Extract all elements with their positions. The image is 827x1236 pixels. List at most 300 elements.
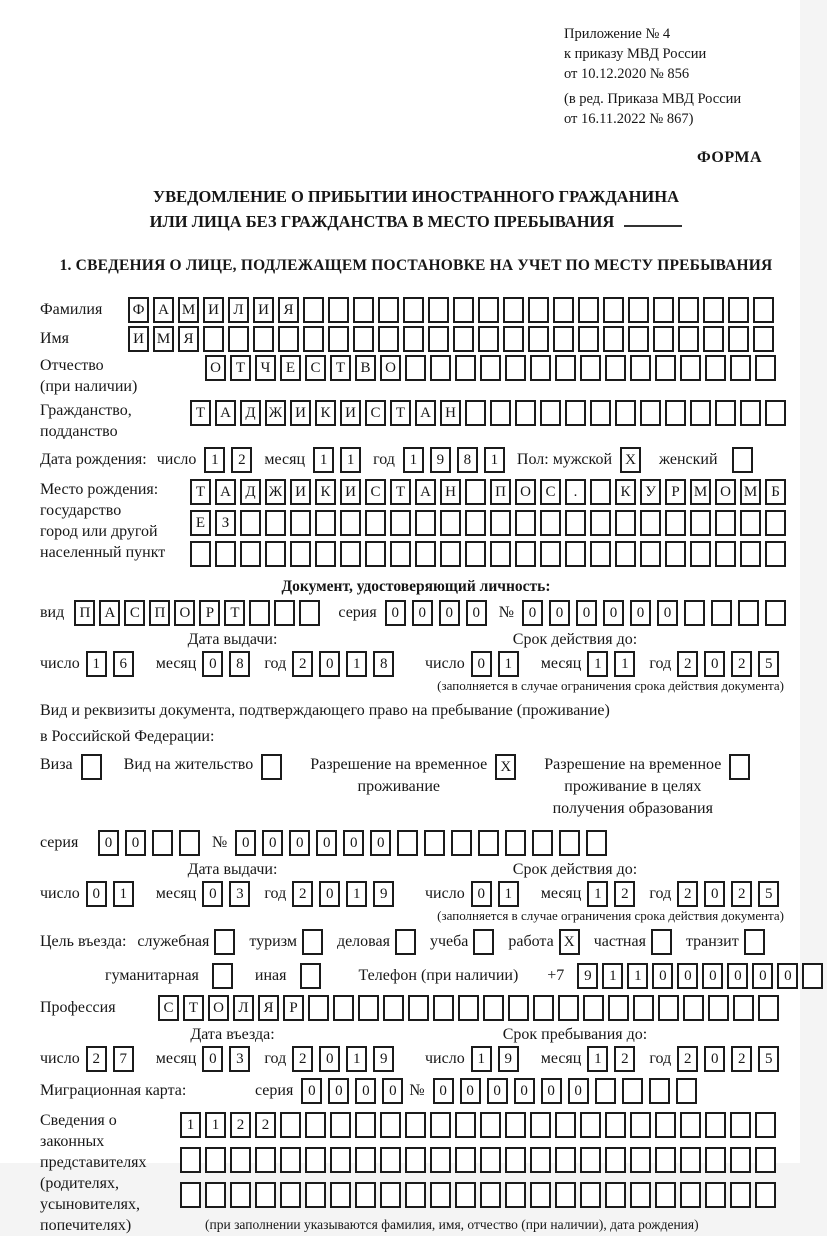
migration-number-label: № <box>409 1081 425 1099</box>
birth-place-row-2 <box>190 510 790 536</box>
char-box <box>303 326 324 352</box>
char-box: И <box>340 479 361 505</box>
char-box: 0 <box>471 651 492 677</box>
char-box: 2 <box>614 881 635 907</box>
char-box <box>732 447 753 473</box>
char-box <box>503 326 524 352</box>
birth-day-boxes <box>204 447 258 473</box>
birth-place-label-line: населенный пункт <box>40 543 166 561</box>
char-box: 5 <box>758 881 779 907</box>
birth-place-row-3 <box>190 541 790 567</box>
char-box: 1 <box>340 447 361 473</box>
char-box <box>455 1112 476 1138</box>
char-box: 1 <box>498 881 519 907</box>
char-box: 0 <box>319 1046 340 1072</box>
char-box <box>508 995 529 1021</box>
char-box: Е <box>280 355 301 381</box>
char-box: 8 <box>229 651 250 677</box>
char-box <box>308 995 329 1021</box>
char-box: Т <box>330 355 351 381</box>
char-box <box>180 1147 201 1173</box>
permit-valid-year-boxes <box>677 881 785 907</box>
char-box <box>478 297 499 323</box>
char-box <box>453 297 474 323</box>
char-box: 0 <box>355 1078 376 1104</box>
day-label: число <box>425 884 465 902</box>
month-label: месяц <box>155 1049 197 1067</box>
char-box <box>530 1112 551 1138</box>
char-box: А <box>99 600 120 626</box>
char-box <box>228 326 249 352</box>
representatives-row-3 <box>180 1182 780 1208</box>
option-residence-permit-checkbox <box>261 754 286 780</box>
char-box <box>630 355 651 381</box>
char-box <box>615 541 636 567</box>
option-residence-permit <box>124 754 287 820</box>
char-box <box>428 326 449 352</box>
char-box <box>753 297 774 323</box>
day-label: число <box>425 654 465 672</box>
char-box: 0 <box>652 963 673 989</box>
char-box: 1 <box>346 651 367 677</box>
char-box <box>540 400 561 426</box>
option-residence-permit-label: Вид на жительство <box>123 755 254 773</box>
surname-label: Фамилия <box>40 300 103 318</box>
blank-underline <box>624 211 682 227</box>
char-box: 5 <box>758 1046 779 1072</box>
char-box: 1 <box>86 651 107 677</box>
char-box: 1 <box>627 963 648 989</box>
option-temp-residence-checkbox <box>495 754 520 780</box>
doc-issue-heading: Дата выдачи: <box>187 630 278 648</box>
representatives-note: (при заполнении указываются фамилия, имя, отчество (при наличии), дата рождения) <box>205 1216 699 1232</box>
char-box: 0 <box>125 830 146 856</box>
char-box <box>615 400 636 426</box>
purpose-label: Цель въезда: <box>40 932 127 950</box>
char-box <box>152 830 173 856</box>
char-box <box>680 1147 701 1173</box>
year-label: год <box>649 654 672 672</box>
purpose-private-label: частная <box>593 932 646 950</box>
permit-number-boxes <box>235 830 613 856</box>
char-box: 0 <box>630 600 651 626</box>
char-box <box>265 510 286 536</box>
char-box: 1 <box>403 447 424 473</box>
char-box: 0 <box>522 600 543 626</box>
char-box: Т <box>230 355 251 381</box>
char-box <box>630 1112 651 1138</box>
char-box <box>680 355 701 381</box>
char-box <box>380 1147 401 1173</box>
revision-line: (в ред. Приказа МВД России <box>564 91 742 107</box>
char-box <box>280 1182 301 1208</box>
char-box <box>380 1112 401 1138</box>
char-box <box>480 355 501 381</box>
char-box: 0 <box>702 963 723 989</box>
char-box: Т <box>390 479 411 505</box>
char-box <box>605 1147 626 1173</box>
char-box <box>458 995 479 1021</box>
char-box: 0 <box>549 600 570 626</box>
char-box <box>330 1182 351 1208</box>
citizenship-label-line: подданство <box>40 422 118 440</box>
char-box <box>430 1182 451 1208</box>
char-box <box>622 1078 643 1104</box>
char-box: 5 <box>758 651 779 677</box>
char-box: 0 <box>202 1046 223 1072</box>
char-box <box>405 1147 426 1173</box>
char-box <box>205 1182 226 1208</box>
char-box <box>565 510 586 536</box>
char-box <box>483 995 504 1021</box>
char-box <box>478 326 499 352</box>
char-box <box>255 1147 276 1173</box>
char-box: З <box>215 510 236 536</box>
char-box <box>179 830 200 856</box>
permit-valid-month-boxes <box>587 881 641 907</box>
char-box <box>455 355 476 381</box>
profession-boxes <box>158 995 783 1021</box>
char-box: 2 <box>731 1046 752 1072</box>
char-box <box>555 1182 576 1208</box>
day-label: число <box>425 1049 465 1067</box>
year-label: год <box>264 654 287 672</box>
representatives-label-line: законных <box>40 1132 105 1150</box>
permit-valid-date <box>425 881 793 907</box>
char-box <box>290 541 311 567</box>
char-box <box>580 1182 601 1208</box>
char-box: Н <box>440 400 461 426</box>
doc-valid-date <box>425 651 793 677</box>
char-box <box>640 400 661 426</box>
char-box <box>261 754 282 780</box>
char-box <box>630 1147 651 1173</box>
char-box <box>603 297 624 323</box>
char-box <box>299 600 320 626</box>
char-box: 0 <box>704 881 725 907</box>
char-box <box>711 600 732 626</box>
char-box: 2 <box>614 1046 635 1072</box>
stay-until-month-boxes <box>587 1046 641 1072</box>
char-box <box>240 510 261 536</box>
char-box <box>765 400 786 426</box>
citizenship-boxes <box>190 400 790 426</box>
char-box <box>240 541 261 567</box>
char-box <box>253 326 274 352</box>
char-box: О <box>515 479 536 505</box>
option-temp-residence-label <box>310 754 487 798</box>
char-box: 0 <box>704 1046 725 1072</box>
char-box <box>728 297 749 323</box>
char-box <box>190 541 211 567</box>
char-box: К <box>615 479 636 505</box>
char-box <box>730 1182 751 1208</box>
char-box <box>658 995 679 1021</box>
char-box <box>515 541 536 567</box>
char-box: 0 <box>657 600 678 626</box>
profession-label: Профессия <box>40 998 116 1016</box>
char-box <box>530 355 551 381</box>
purpose-private-checkbox <box>651 929 676 955</box>
char-box <box>473 929 494 955</box>
char-box <box>595 1078 616 1104</box>
char-box <box>278 326 299 352</box>
char-box <box>440 510 461 536</box>
char-box <box>655 1112 676 1138</box>
char-box: 1 <box>602 963 623 989</box>
char-box <box>215 541 236 567</box>
char-box: 0 <box>487 1078 508 1104</box>
char-box <box>302 929 323 955</box>
phone-prefix: +7 <box>547 966 565 984</box>
char-box <box>428 297 449 323</box>
char-box <box>303 297 324 323</box>
char-box <box>430 1147 451 1173</box>
doc-valid-note: (заполняется в случае ограничения срока действия документа) <box>437 677 784 693</box>
char-box <box>605 355 626 381</box>
char-box: 0 <box>541 1078 562 1104</box>
char-box: Т <box>190 479 211 505</box>
char-box: 1 <box>180 1112 201 1138</box>
char-box: 0 <box>319 651 340 677</box>
year-label: год <box>264 1049 287 1067</box>
char-box <box>378 297 399 323</box>
char-box <box>530 1147 551 1173</box>
char-box: 1 <box>484 447 505 473</box>
char-box <box>455 1182 476 1208</box>
permit-valid-heading: Срок действия до: <box>512 860 638 878</box>
char-box: Ж <box>265 400 286 426</box>
char-box: X <box>620 447 641 473</box>
patronymic-label-line: Отчество <box>40 356 104 374</box>
char-box <box>203 326 224 352</box>
char-box <box>430 355 451 381</box>
char-box: 0 <box>568 1078 589 1104</box>
day-label: число <box>156 450 197 468</box>
char-box <box>465 541 486 567</box>
char-box: 0 <box>382 1078 403 1104</box>
char-box <box>383 995 404 1021</box>
purpose-transit-checkbox <box>744 929 769 955</box>
char-box: Т <box>183 995 204 1021</box>
char-box <box>330 1112 351 1138</box>
char-box: 0 <box>235 830 256 856</box>
char-box <box>358 995 379 1021</box>
option-temp-residence-education-checkbox <box>729 754 754 780</box>
char-box <box>305 1147 326 1173</box>
char-box <box>765 600 786 626</box>
char-box: 1 <box>587 1046 608 1072</box>
char-box <box>532 830 553 856</box>
char-box: Т <box>190 400 211 426</box>
permit-series-boxes <box>98 830 206 856</box>
char-box: 1 <box>205 1112 226 1138</box>
doc-number-label: № <box>498 603 514 621</box>
char-box: И <box>128 326 149 352</box>
surname-boxes <box>128 297 778 323</box>
char-box <box>705 355 726 381</box>
entry-month-boxes <box>202 1046 256 1072</box>
char-box <box>730 1112 751 1138</box>
char-box <box>230 1147 251 1173</box>
migration-number-boxes <box>433 1078 703 1104</box>
migration-series-label: серия <box>255 1081 294 1099</box>
char-box <box>355 1112 376 1138</box>
birth-year-boxes <box>403 447 511 473</box>
char-box <box>690 510 711 536</box>
char-box <box>578 297 599 323</box>
char-box <box>590 479 611 505</box>
char-box <box>580 1112 601 1138</box>
birth-place-label-line: государство <box>40 501 122 519</box>
char-box <box>395 929 416 955</box>
char-box <box>390 541 411 567</box>
char-box <box>490 400 511 426</box>
residence-intro-1: Вид и реквизиты документа, подтверждающего право на пребывание (проживание) <box>40 701 610 719</box>
char-box: С <box>124 600 145 626</box>
char-box <box>678 326 699 352</box>
permit-valid-note: (заполняется в случае ограничения срока действия документа) <box>437 907 784 923</box>
char-box <box>738 600 759 626</box>
char-box <box>515 400 536 426</box>
char-box: 2 <box>292 881 313 907</box>
char-box <box>365 510 386 536</box>
identity-doc-heading: Документ, удостоверяющий личность: <box>281 577 551 595</box>
char-box <box>453 326 474 352</box>
month-label: месяц <box>155 654 197 672</box>
char-box <box>274 600 295 626</box>
char-box: 1 <box>587 881 608 907</box>
char-box: 0 <box>202 651 223 677</box>
char-box <box>580 355 601 381</box>
char-box <box>455 1147 476 1173</box>
char-box <box>528 297 549 323</box>
char-box: Ж <box>265 479 286 505</box>
char-box: 0 <box>752 963 773 989</box>
migration-card-label: Миграционная карта: <box>40 1081 187 1099</box>
birth-place-row-1 <box>190 479 790 505</box>
char-box: Е <box>190 510 211 536</box>
sex-male-checkbox <box>620 447 645 473</box>
residence-intro-2: в Российской Федерации: <box>40 727 215 745</box>
stay-until-heading: Срок пребывания до: <box>502 1025 648 1043</box>
char-box <box>590 400 611 426</box>
char-box: 7 <box>113 1046 134 1072</box>
char-box: 0 <box>385 600 406 626</box>
char-box <box>403 297 424 323</box>
char-box <box>333 995 354 1021</box>
purpose-official-checkbox <box>214 929 239 955</box>
char-box <box>503 297 524 323</box>
char-box <box>753 326 774 352</box>
purpose-other-checkbox <box>300 963 325 989</box>
char-box <box>315 541 336 567</box>
name-boxes <box>128 326 778 352</box>
option-temp-residence-education <box>544 754 754 820</box>
char-box <box>680 1182 701 1208</box>
char-box <box>755 355 776 381</box>
char-box: Т <box>390 400 411 426</box>
title-line-1: УВЕДОМЛЕНИЕ О ПРИБЫТИИ ИНОСТРАННОГО ГРАЖДАНИНА <box>152 187 680 206</box>
option-label-line: Разрешение на временное <box>310 755 488 773</box>
permit-number-label: № <box>212 833 228 851</box>
char-box: 0 <box>319 881 340 907</box>
option-label-line: получения образования <box>552 799 713 817</box>
char-box: А <box>215 479 236 505</box>
char-box <box>440 541 461 567</box>
char-box: М <box>153 326 174 352</box>
char-box <box>265 541 286 567</box>
char-box <box>765 510 786 536</box>
purpose-humanitarian-checkbox <box>212 963 237 989</box>
char-box: 1 <box>346 881 367 907</box>
month-label: месяц <box>155 884 197 902</box>
char-box <box>755 1112 776 1138</box>
char-box: 0 <box>460 1078 481 1104</box>
char-box <box>408 995 429 1021</box>
char-box: Т <box>224 600 245 626</box>
char-box <box>315 510 336 536</box>
doc-series-boxes <box>385 600 493 626</box>
purpose-official-label: служебная <box>137 932 210 950</box>
char-box: И <box>290 400 311 426</box>
char-box: 0 <box>301 1078 322 1104</box>
doc-valid-day-boxes <box>471 651 525 677</box>
char-box <box>715 541 736 567</box>
purpose-business-checkbox <box>395 929 420 955</box>
char-box <box>465 400 486 426</box>
char-box <box>703 297 724 323</box>
char-box: 0 <box>677 963 698 989</box>
char-box <box>705 1182 726 1208</box>
char-box <box>649 1078 670 1104</box>
char-box: 0 <box>202 881 223 907</box>
char-box: 1 <box>204 447 225 473</box>
char-box: 2 <box>677 1046 698 1072</box>
purpose-business-label: деловая <box>336 932 390 950</box>
month-label: месяц <box>540 1049 582 1067</box>
doc-issue-date <box>40 651 425 677</box>
char-box <box>628 297 649 323</box>
char-box: 9 <box>498 1046 519 1072</box>
doc-issue-day-boxes <box>86 651 140 677</box>
char-box <box>81 754 102 780</box>
char-box <box>744 929 765 955</box>
phone-label: Телефон (при наличии) <box>358 966 519 984</box>
char-box <box>683 995 704 1021</box>
char-box: 0 <box>433 1078 454 1104</box>
char-box <box>676 1078 697 1104</box>
char-box <box>340 541 361 567</box>
permit-issue-heading: Дата выдачи: <box>187 860 278 878</box>
char-box <box>205 1147 226 1173</box>
char-box <box>328 297 349 323</box>
citizenship-label <box>40 400 190 442</box>
char-box: 0 <box>439 600 460 626</box>
month-label: месяц <box>540 884 582 902</box>
char-box: О <box>715 479 736 505</box>
char-box: 2 <box>292 1046 313 1072</box>
char-box <box>586 830 607 856</box>
char-box: 6 <box>113 651 134 677</box>
char-box <box>555 1147 576 1173</box>
patronymic-label-line: (при наличии) <box>40 377 138 395</box>
char-box: 2 <box>731 651 752 677</box>
representatives-label-line: (родителях, <box>40 1174 120 1192</box>
char-box <box>478 830 499 856</box>
char-box <box>365 541 386 567</box>
char-box: 2 <box>677 881 698 907</box>
